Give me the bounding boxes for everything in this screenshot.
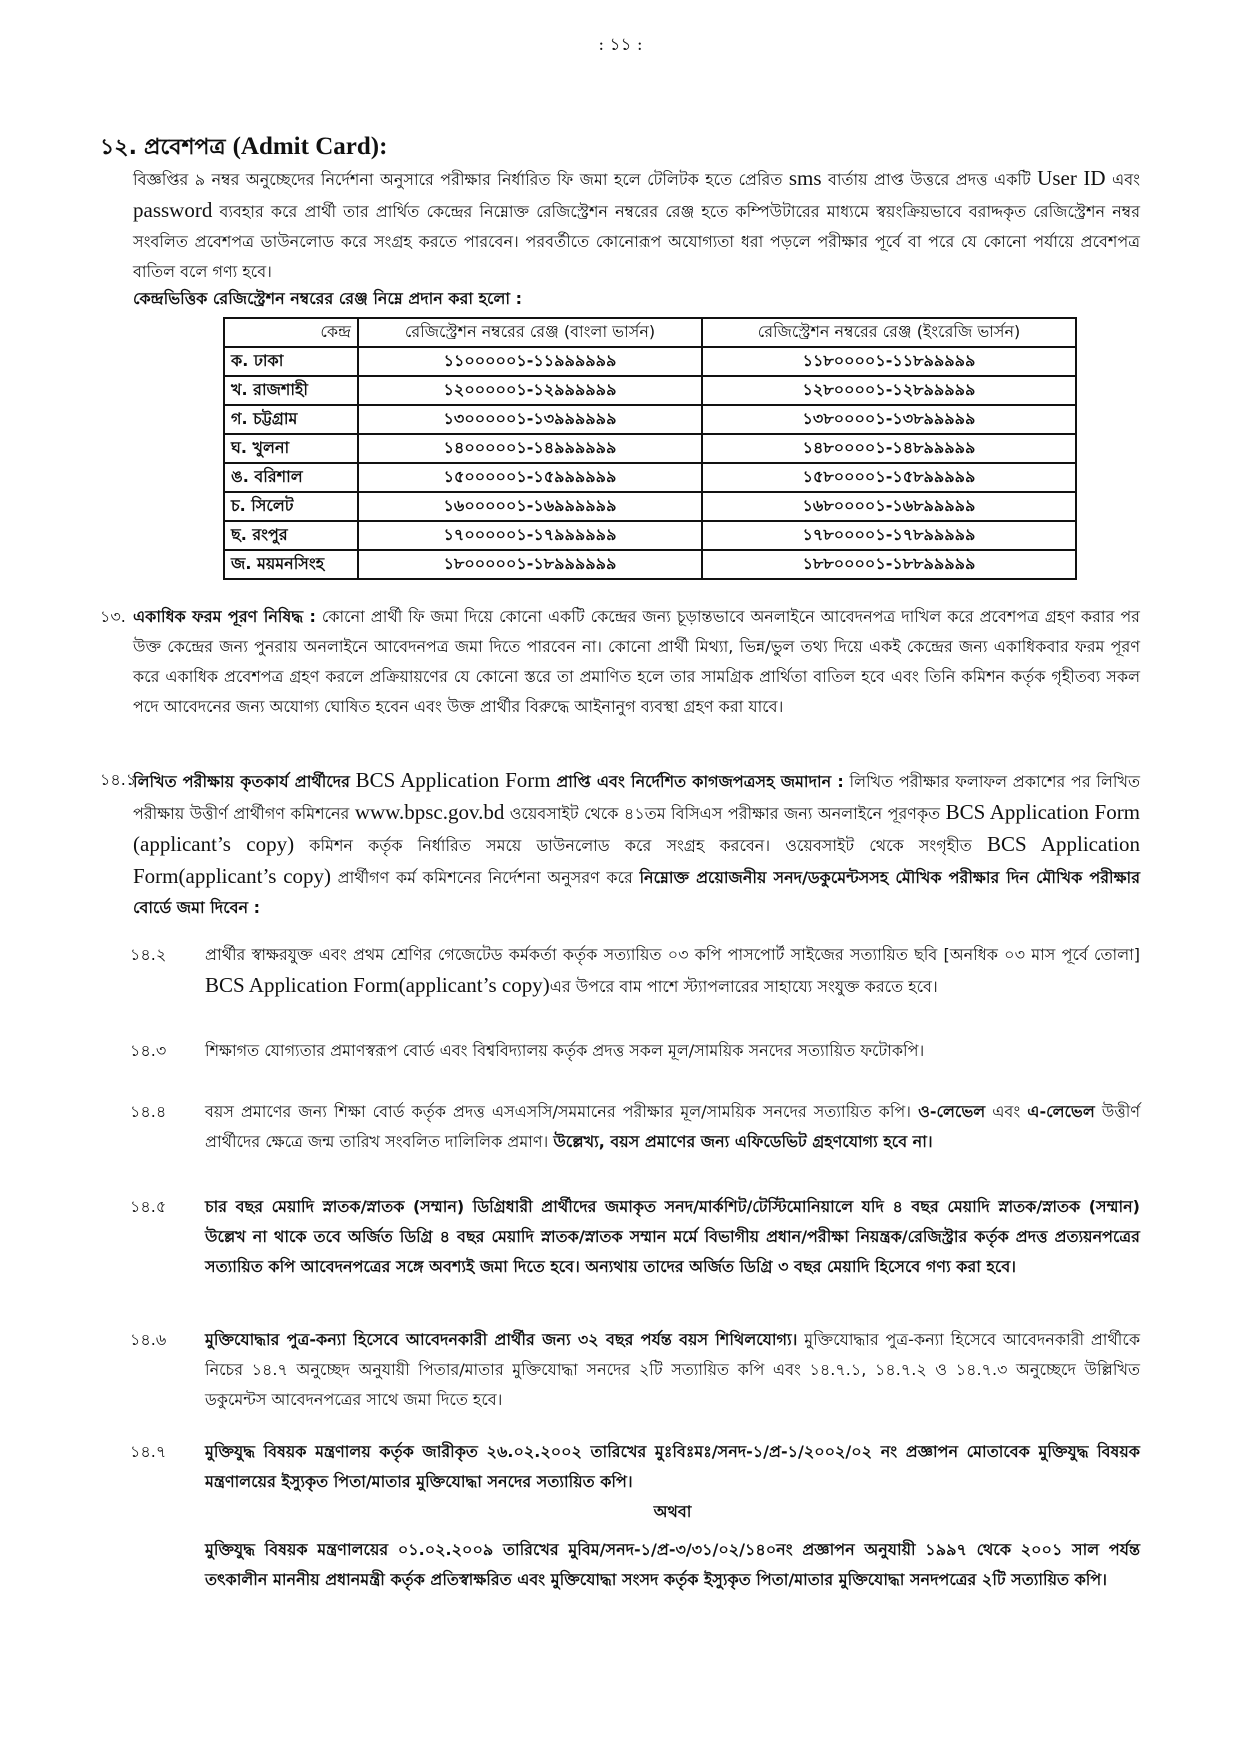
- section-14-3-body: শিক্ষাগত যোগ্যতার প্রমাণস্বরূপ বোর্ড এবং বিশ্ববিদ্যালয় কর্তৃক প্রদত্ত সকল মূল/সাময়িক সনদের সত্যায়িত ফটোকপি।: [205, 1041, 925, 1060]
- table-row: [224, 405, 1076, 434]
- page-number: : ১১ :: [598, 35, 643, 55]
- section-14-1-title-b: প্রাপ্তি এবং নির্দেশিত কাগজপত্রসহ জমাদান :: [556, 772, 844, 791]
- section-title: প্রবেশপত্র: [143, 135, 226, 160]
- registration-range-table: [223, 317, 1077, 580]
- table-row: [224, 521, 1076, 550]
- section-14-7-text2: মুক্তিযুদ্ধ বিষয়ক মন্ত্রণালয়ের ০১.০২.২০০৯ তারিখের মুবিম/সনদ-১/প্র-৩/৩১/০২/১৪০নং প্রজ্ঞাপন অনুযায়ী ১৯৯৭ থেকে ২০০১ সাল পর্যন্ত তৎকালীন মাননীয় প্রধানমন্ত্রী কর্তৃক প্রতিস্বাক্ষরিত এবং মুক্তিযোদ্ধা সংসদ কর্তৃক ইস্যুকৃত পিতা/মাতার মুক্তিযোদ্ধা সনদপত্রের ২টি সত্যায়িত কপি।: [205, 1540, 1140, 1589]
- center-name: ক. ঢাকা: [224, 347, 358, 376]
- center-name: চ. সিলেট: [224, 492, 358, 521]
- center-name: গ. চট্টগ্রাম: [224, 405, 358, 434]
- english-range: ১৮৮০০০০১-১৮৮৯৯৯৯৯: [702, 550, 1076, 579]
- section-14-1-number: ১৪.১: [100, 770, 137, 789]
- center-name: ঘ. খুলনা: [224, 434, 358, 463]
- english-range: ১৭৮০০০০১-১৭৮৯৯৯৯৯: [702, 521, 1076, 550]
- section-number: ১২.: [100, 135, 137, 160]
- section-14-1-title-en: BCS Application Form: [355, 768, 551, 792]
- bangla-range: ১৫০০০০০১-১৫৯৯৯৯৯৯: [358, 463, 702, 492]
- text-run-en: sms: [788, 166, 822, 190]
- text-run: এবং: [1105, 170, 1141, 189]
- bangla-range: ১২০০০০০১-১২৯৯৯৯৯৯: [358, 376, 702, 405]
- section-14-6-body: [205, 1325, 1140, 1415]
- header-bangla-range: রেজিস্ট্রেশন নম্বরের রেঞ্জ (বাংলা ভার্সন): [358, 318, 702, 347]
- section-title-en: (Admit Card):: [232, 133, 388, 160]
- bangla-range: ১১০০০০০১-১১৯৯৯৯৯৯: [358, 347, 702, 376]
- text-run-en: password: [133, 198, 213, 222]
- table-header-row: [224, 318, 1076, 347]
- english-range: ১৪৮০০০০১-১৪৮৯৯৯৯৯: [702, 434, 1076, 463]
- section-14-2-body: [205, 940, 1140, 1002]
- center-name: জ. ময়মনসিংহ: [224, 550, 358, 579]
- text-run: কমিশন কর্তৃক নির্ধারিত সময়ে ডাউনলোড করে সংগ্রহ করবেন। ওয়েবসাইট থেকে সংগৃহীত: [294, 836, 987, 855]
- bangla-range: ১৭০০০০০১-১৭৯৯৯৯৯৯: [358, 521, 702, 550]
- text-run: এর উপরে বাম পাশে স্ট্যাপলারের সাহায্যে সংযুক্ত করতে হবে।: [549, 977, 938, 996]
- section-14-2-number: ১৪.২: [130, 945, 167, 964]
- text-run: উত্তীর্ণ প্রার্থীদের ক্ষেত্রে জন্ম তারিখ সংবলিত দালিলিক প্রমাণ।: [205, 1102, 1140, 1151]
- text-run: বয়স প্রমাণের জন্য শিক্ষা বোর্ড কর্তৃক প্রদত্ত এসএসসি/সমমানের পরীক্ষার মূল/সাময়িক সনদের সত্যায়িত কপি।: [205, 1102, 919, 1121]
- section-13-number: ১৩.: [100, 607, 126, 626]
- bangla-range: ১৩০০০০০১-১৩৯৯৯৯৯৯: [358, 405, 702, 434]
- table-row: [224, 347, 1076, 376]
- section-13-text: কোনো প্রার্থী ফি জমা দিয়ে কোনো একটি কেন্দ্রের জন্য চূড়ান্তভাবে অনলাইনে আবেদনপত্র দাখিল করে প্রবেশপত্র গ্রহণ করার পর উক্ত কেন্দ্রের জন্য পুনরায় অনলাইনে আবেদনপত্র জমা দিতে পারবেন না। কোনো প্রার্থী মিথ্যা, ভিন্ন/ভুল তথ্য দিয়ে একই কেন্দ্রের জন্য একাধিকবার ফরম পূরণ করে একাধিক প্রবেশপত্র গ্রহণ করলে প্রক্রিয়ায়ণের যে কোনো স্তরে তা প্রমাণিত হলে তার সামগ্রিক প্রার্থিতা বাতিল হবে এবং তিনি কমিশন কর্তৃক গৃহীতব্য সকল পদে আবেদনের জন্য অযোগ্য ঘোষিত হবেন এবং উক্ত প্রার্থীর বিরুদ্ধে আইনানুগ ব্যবস্থা গ্রহণ করা যাবে।: [133, 607, 1140, 716]
- text-run-bold: নিম্নোক্ত প্রয়োজনীয় সনদ/ডকুমেন্টসসহ মৌখিক পরীক্ষার দিন মৌখিক পরীক্ষার বোর্ডে জমা দিবেন :: [133, 868, 1140, 917]
- section-14-4-number: ১৪.৪: [130, 1102, 167, 1121]
- text-run: এবং: [985, 1102, 1028, 1121]
- text-run: ওয়েবসাইট থেকে ৪১তম বিসিএস পরীক্ষার জন্য অনলাইনে পূরণকৃত: [504, 804, 946, 823]
- or-separator: অথবা: [653, 1502, 692, 1521]
- section-12-paragraph: [133, 163, 1140, 287]
- text-run: বার্তায় প্রাপ্ত উত্তরে প্রদত্ত একটি: [821, 170, 1038, 189]
- section-14-3-number: ১৪.৩: [130, 1041, 167, 1060]
- text-run: প্রার্থীগণ কর্ম কমিশনের নির্দেশনা অনুসরণ করে: [331, 868, 640, 887]
- header-center: কেন্দ্র: [224, 318, 358, 347]
- section-12-heading: [100, 132, 1140, 163]
- center-name: ছ. রংপুর: [224, 521, 358, 550]
- section-14-4-body: [205, 1097, 1140, 1157]
- header-english-range: রেজিস্ট্রেশন নম্বরের রেঞ্জ (ইংরেজি ভার্সন): [702, 318, 1076, 347]
- bangla-range: ১৮০০০০০১-১৮৯৯৯৯৯৯: [358, 550, 702, 579]
- section-14-7-text1: মুক্তিযুদ্ধ বিষয়ক মন্ত্রণালয় কর্তৃক জারীকৃত ২৬.০২.২০০২ তারিখের মুঃবিঃমঃ/সনদ-১/প্র-১/২০০২/০২ নং প্রজ্ঞাপন মোতাবেক মুক্তিযুদ্ধ বিষয়ক মন্ত্রণালয়ের ইস্যুকৃত পিতা/মাতার মুক্তিযোদ্ধা সনদের সত্যায়িত কপি।: [205, 1442, 1140, 1491]
- center-name: ঙ. বরিশাল: [224, 463, 358, 492]
- text-run-bold: ও-লেভেল: [918, 1102, 986, 1121]
- center-name: খ. রাজশাহী: [224, 376, 358, 405]
- bangla-range: ১৬০০০০০১-১৬৯৯৯৯৯৯: [358, 492, 702, 521]
- table-row: [224, 492, 1076, 521]
- section-14-5-body: চার বছর মেয়াদি স্নাতক/স্নাতক (সম্মান) ডিগ্রিধারী প্রার্থীদের জমাকৃত সনদ/মার্কশিট/টেস্টিমোনিয়ালে যদি ৪ বছর মেয়াদি স্নাতক/স্নাতক (সম্মান) উল্লেখ না থাকে তবে অর্জিত ডিগ্রি ৪ বছর মেয়াদি স্নাতক/স্নাতক সম্মান মর্মে বিভাগীয় প্রধান/পরীক্ষা নিয়ন্ত্রক/রেজিস্ট্রার কর্তৃক প্রদত্ত প্রত্যয়নপত্রের সত্যায়িত কপি আবেদনপত্রের সঙ্গে অবশ্যই জমা দিতে হবে। অন্যথায় তাদের অর্জিত ডিগ্রি ৩ বছর মেয়াদি হিসেবে গণ্য করা হবে।: [205, 1197, 1140, 1276]
- english-range: ১২৮০০০০১-১২৮৯৯৯৯৯: [702, 376, 1076, 405]
- text-run-en: BCS Application Form(applicant’s copy): [205, 973, 550, 997]
- text-run-en: BCS Application Form (applicant’s copy): [133, 800, 1141, 856]
- text-run: মুক্তিযোদ্ধার পুত্র-কন্যা হিসেবে আবেদনকারী প্রার্থীকে নিচের ১৪.৭ অনুচ্ছেদ অনুযায়ী পিতার/মাতার মুক্তিযোদ্ধা সনদের ২টি সত্যায়িত কপি এবং ১৪.৭.১, ১৪.৭.২ ও ১৪.৭.৩ অনুচ্ছেদে উল্লিখিত ডকুমেন্টস আবেদনপত্রের সাথে জমা দিতে হবে।: [205, 1330, 1141, 1409]
- section-14-1-body: [133, 765, 1140, 923]
- table-intro: কেন্দ্রভিত্তিক রেজিস্ট্রেশন নম্বরের রেঞ্জ নিম্নে প্রদান করা হলো :: [133, 289, 523, 308]
- table-row: [224, 376, 1076, 405]
- section-14-1-title-a: লিখিত পরীক্ষায় কৃতকার্য প্রার্থীদের: [133, 772, 350, 791]
- text-run: লিখিত পরীক্ষার ফলাফল প্রকাশের পর লিখিত পরীক্ষায় উত্তীর্ণ প্রার্থীগণ কমিশনের: [133, 772, 1140, 823]
- text-run-en: BCS Application Form(applicant’s copy): [133, 832, 1140, 888]
- english-range: ১৫৮০০০০১-১৫৮৯৯৯৯৯: [702, 463, 1076, 492]
- bangla-range: ১৪০০০০০১-১৪৯৯৯৯৯৯: [358, 434, 702, 463]
- english-range: ১৬৮০০০০১-১৬৮৯৯৯৯৯: [702, 492, 1076, 521]
- section-13-title: একাধিক ফরম পূরণ নিষিদ্ধ :: [133, 607, 316, 626]
- text-run: প্রার্থীর স্বাক্ষরযুক্ত এবং প্রথম শ্রেণির গেজেটেড কর্মকর্তা কর্তৃক সত্যায়িত ০৩ কপি পাসপোর্ট সাইজের সত্যায়িত ছবি [অনধিক ০৩ মাস পূর্বে তোলা]: [205, 945, 1140, 964]
- text-run-bold: উল্লেখ্য, বয়স প্রমাণের জন্য এফিডেভিট গ্রহণযোগ্য হবে না।: [553, 1132, 933, 1151]
- text-run-en: User ID: [1037, 166, 1106, 190]
- english-range: ১৩৮০০০০১-১৩৮৯৯৯৯৯: [702, 405, 1076, 434]
- text-run: বিজ্ঞপ্তির ৯ নম্বর অনুচ্ছেদের নির্দেশনা অনুসারে পরীক্ষার নির্ধারিত ফি জমা হলে টেলিটক হতে প্রেরিত: [133, 170, 789, 189]
- section-14-7-number: ১৪.৭: [130, 1442, 167, 1461]
- table-row: [224, 434, 1076, 463]
- section-14-6-number: ১৪.৬: [130, 1330, 167, 1349]
- website-link[interactable]: www.bpsc.gov.bd: [354, 800, 505, 824]
- text-run-bold: এ-লেভেল: [1027, 1102, 1095, 1121]
- table-row: [224, 550, 1076, 579]
- text-run-bold: মুক্তিযোদ্ধার পুত্র-কন্যা হিসেবে আবেদনকারী প্রার্থীর জন্য ৩২ বছর পর্যন্ত বয়স শিথিলযোগ্য।: [205, 1330, 798, 1349]
- table-row: [224, 463, 1076, 492]
- english-range: ১১৮০০০০১-১১৮৯৯৯৯৯: [702, 347, 1076, 376]
- section-14-5-number: ১৪.৫: [130, 1197, 167, 1216]
- text-run: ব্যবহার করে প্রার্থী তার প্রার্থিত কেন্দ্রের নিম্নোক্ত রেজিস্ট্রেশন নম্বরের রেঞ্জ হতে কম্পিউটারের মাধ্যমে স্বয়ংক্রিয়ভাবে বরাদ্দকৃত রেজিস্ট্রেশন নম্বর সংবলিত প্রবেশপত্র ডাউনলোড করে সংগ্রহ করতে পারবেন। পরবর্তীতে কোনোরূপ অযোগ্যতা ধরা পড়লে পরীক্ষার পূর্বে বা পরে যে কোনো পর্যায়ে প্রবেশপত্র বাতিল বলে গণ্য হবে।: [133, 202, 1140, 281]
- section-13-body: [133, 602, 1140, 722]
